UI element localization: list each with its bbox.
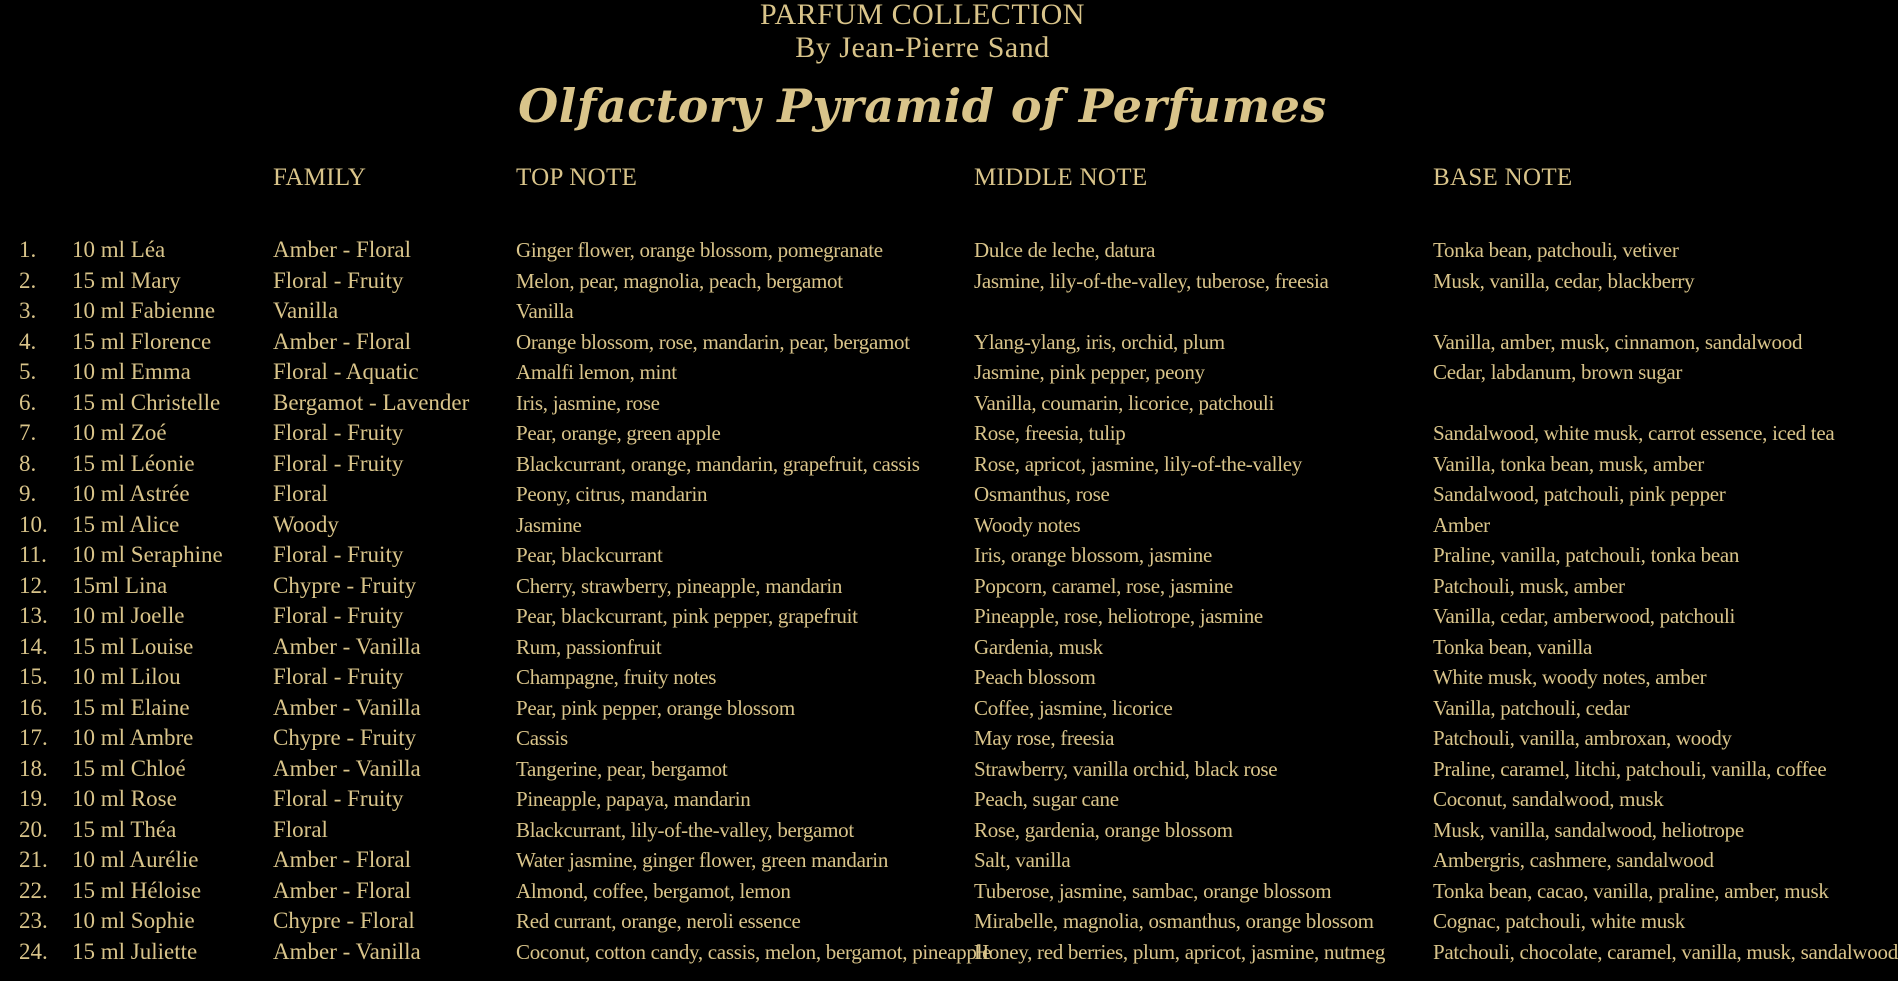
- middle-note-cell: Popcorn, caramel, rose, jasmine: [974, 573, 1233, 598]
- perfume-name: 15 ml Léonie: [72, 450, 195, 476]
- middle-note-cell: Salt, vanilla: [974, 848, 1071, 872]
- column-header-middle-note: MIDDLE NOTE: [974, 164, 1148, 191]
- perfume-name: 15 ml Christelle: [72, 389, 221, 415]
- middle-note-cell: Jasmine, lily-of-the-valley, tuberose, freesia: [974, 268, 1329, 293]
- perfume-table: [0, 235, 1898, 967]
- table-row: [0, 449, 1845, 480]
- middle-note-cell: Ylang-ylang, iris, orchid, plum: [974, 329, 1225, 354]
- perfume-name: 10 ml Fabienne: [72, 298, 216, 323]
- family-cell: Amber - Vanilla: [273, 633, 421, 659]
- row-number: 3.: [19, 298, 37, 323]
- top-note-cell: Melon, pear, magnolia, peach, bergamot: [516, 268, 843, 293]
- base-note-cell: Tonka bean, cacao, vanilla, praline, amber, musk: [1433, 878, 1829, 903]
- perfume-name: 15 ml Alice: [72, 511, 180, 537]
- table-row: [0, 266, 1845, 297]
- top-note-cell: Vanilla: [516, 299, 574, 323]
- table-row: [0, 357, 1845, 388]
- row-number: 15.: [19, 664, 48, 689]
- base-note-cell: Sandalwood, patchouli, pink pepper: [1433, 482, 1726, 506]
- table-row: [0, 327, 1845, 358]
- base-note-cell: Tonka bean, vanilla: [1433, 634, 1593, 659]
- table-row: [0, 845, 1845, 876]
- base-note-cell: Vanilla, patchouli, cedar: [1433, 695, 1630, 720]
- base-note-cell: Patchouli, vanilla, ambroxan, woody: [1433, 726, 1732, 750]
- top-note-cell: Pear, pink pepper, orange blossom: [516, 695, 795, 720]
- perfume-name: 10 ml Rose: [72, 786, 177, 811]
- base-note-cell: Ambergris, cashmere, sandalwood: [1433, 848, 1714, 872]
- table-row: [0, 632, 1845, 663]
- table-row: [0, 479, 1845, 510]
- table-row: [0, 540, 1845, 571]
- table-row: [0, 510, 1845, 541]
- family-cell: Floral - Fruity: [273, 450, 404, 476]
- perfume-name: 15 ml Florence: [72, 328, 212, 354]
- base-note-cell: Vanilla, amber, musk, cinnamon, sandalwood: [1433, 329, 1803, 354]
- table-row: [0, 876, 1845, 907]
- family-cell: Amber - Floral: [273, 237, 411, 262]
- row-number: 16.: [19, 694, 48, 720]
- row-number: 10.: [19, 511, 48, 537]
- top-note-cell: Champagne, fruity notes: [516, 665, 717, 689]
- base-note-cell: White musk, woody notes, amber: [1433, 665, 1707, 689]
- top-note-cell: Almond, coffee, bergamot, lemon: [516, 878, 791, 903]
- middle-note-cell: Osmanthus, rose: [974, 482, 1110, 506]
- middle-note-cell: Rose, apricot, jasmine, lily-of-the-valley: [974, 451, 1302, 476]
- page-subtitle: Olfactory Pyramid of Perfumes: [518, 79, 1327, 133]
- row-number: 19.: [19, 786, 48, 811]
- family-cell: Amber - Vanilla: [273, 755, 421, 781]
- top-note-cell: Pear, orange, green apple: [516, 421, 721, 445]
- family-cell: Floral - Fruity: [273, 603, 404, 628]
- middle-note-cell: Woody notes: [974, 512, 1081, 537]
- base-note-cell: Tonka bean, patchouli, vetiver: [1433, 238, 1679, 262]
- family-cell: Amber - Floral: [273, 847, 411, 872]
- top-note-cell: Amalfi lemon, mint: [516, 360, 677, 384]
- middle-note-cell: Vanilla, coumarin, licorice, patchouli: [974, 390, 1274, 415]
- perfume-name: 15 ml Juliette: [72, 938, 198, 964]
- base-note-cell: Praline, vanilla, patchouli, tonka bean: [1433, 543, 1740, 567]
- middle-note-cell: May rose, freesia: [974, 726, 1115, 750]
- top-note-cell: Orange blossom, rose, mandarin, pear, bergamot: [516, 329, 910, 354]
- top-note-cell: Pear, blackcurrant, pink pepper, grapefruit: [516, 604, 858, 628]
- row-number: 5.: [19, 359, 37, 384]
- perfume-name: 10 ml Sophie: [72, 908, 195, 933]
- top-note-cell: Cherry, strawberry, pineapple, mandarin: [516, 573, 843, 598]
- top-note-cell: Water jasmine, ginger flower, green mandarin: [516, 848, 889, 872]
- row-number: 21.: [19, 847, 48, 872]
- top-note-cell: Iris, jasmine, rose: [516, 390, 660, 415]
- middle-note-cell: Peach, sugar cane: [974, 787, 1119, 811]
- middle-note-cell: Honey, red berries, plum, apricot, jasmine, nutmeg: [974, 939, 1386, 964]
- top-note-cell: Ginger flower, orange blossom, pomegranate: [516, 238, 883, 262]
- family-cell: Chypre - Fruity: [273, 572, 417, 598]
- base-note-cell: Patchouli, chocolate, caramel, vanilla, musk, sandalwood: [1433, 939, 1898, 964]
- base-note-cell: Praline, caramel, litchi, patchouli, vanilla, coffee: [1433, 756, 1827, 781]
- middle-note-cell: Pineapple, rose, heliotrope, jasmine: [974, 604, 1263, 628]
- family-cell: Chypre - Fruity: [273, 725, 417, 750]
- row-number: 7.: [19, 420, 37, 445]
- base-note-cell: Sandalwood, white musk, carrot essence, iced tea: [1433, 421, 1835, 445]
- family-cell: Amber - Floral: [273, 328, 411, 354]
- row-number: 13.: [19, 603, 48, 628]
- table-row: [0, 601, 1845, 632]
- middle-note-cell: Mirabelle, magnolia, osmanthus, orange blossom: [974, 909, 1374, 933]
- column-header-family: FAMILY: [273, 164, 367, 191]
- row-number: 8.: [19, 450, 37, 476]
- family-cell: Vanilla: [273, 298, 339, 323]
- table-row: [0, 754, 1845, 785]
- perfume-name: 10 ml Emma: [72, 359, 191, 384]
- top-note-cell: Blackcurrant, lily-of-the-valley, bergamot: [516, 817, 854, 842]
- perfume-name: 10 ml Astrée: [72, 481, 190, 506]
- base-note-cell: Patchouli, musk, amber: [1433, 573, 1625, 598]
- middle-note-cell: Strawberry, vanilla orchid, black rose: [974, 756, 1278, 781]
- row-number: 6.: [19, 389, 37, 415]
- perfume-name: 15 ml Louise: [72, 633, 194, 659]
- table-row: [0, 693, 1845, 724]
- middle-note-cell: Dulce de leche, datura: [974, 238, 1156, 262]
- table-row: [0, 418, 1845, 449]
- author-line: By Jean-Pierre Sand: [795, 31, 1050, 64]
- perfume-name: 10 ml Lilou: [72, 664, 181, 689]
- collection-title: PARFUM COLLECTION: [760, 0, 1085, 31]
- table-row: [0, 906, 1845, 937]
- middle-note-cell: Iris, orange blossom, jasmine: [974, 543, 1213, 567]
- base-note-cell: Musk, vanilla, sandalwood, heliotrope: [1433, 817, 1744, 842]
- top-note-cell: Coconut, cotton candy, cassis, melon, bergamot, pineapple: [516, 939, 992, 964]
- perfume-name: 15 ml Mary: [72, 267, 181, 293]
- table-row: [0, 571, 1845, 602]
- top-note-cell: Rum, passionfruit: [516, 634, 662, 659]
- family-cell: Floral - Fruity: [273, 786, 404, 811]
- base-note-cell: Vanilla, tonka bean, musk, amber: [1433, 451, 1704, 476]
- perfume-name: 15 ml Chloé: [72, 755, 186, 781]
- row-number: 14.: [19, 633, 48, 659]
- row-number: 24.: [19, 938, 48, 964]
- family-cell: Floral: [273, 816, 328, 842]
- row-number: 4.: [19, 328, 37, 354]
- row-number: 11.: [19, 542, 47, 567]
- row-number: 1.: [19, 237, 37, 262]
- table-row: [0, 815, 1845, 846]
- top-note-cell: Red currant, orange, neroli essence: [516, 909, 801, 933]
- perfume-name: 10 ml Aurélie: [72, 847, 199, 872]
- base-note-cell: Vanilla, cedar, amberwood, patchouli: [1433, 604, 1736, 628]
- table-row: [0, 662, 1845, 693]
- row-number: 9.: [19, 481, 37, 506]
- perfume-name: 15 ml Héloise: [72, 877, 202, 903]
- column-header-top-note: TOP NOTE: [516, 164, 638, 191]
- top-note-cell: Tangerine, pear, bergamot: [516, 756, 728, 781]
- table-row: [0, 937, 1898, 968]
- family-cell: Woody: [273, 511, 339, 537]
- top-note-cell: Blackcurrant, orange, mandarin, grapefruit, cassis: [516, 451, 920, 476]
- base-note-cell: Coconut, sandalwood, musk: [1433, 787, 1664, 811]
- middle-note-cell: Rose, gardenia, orange blossom: [974, 817, 1233, 842]
- table-row: [0, 723, 1845, 754]
- perfume-name: 15 ml Elaine: [72, 694, 190, 720]
- perfume-name: 10 ml Zoé: [72, 420, 167, 445]
- middle-note-cell: Coffee, jasmine, licorice: [974, 695, 1173, 720]
- table-row: [0, 235, 1845, 266]
- row-number: 18.: [19, 755, 48, 781]
- base-note-cell: Cognac, patchouli, white musk: [1433, 909, 1686, 933]
- top-note-cell: Jasmine: [516, 512, 582, 537]
- family-cell: Amber - Vanilla: [273, 938, 421, 964]
- perfume-name: 10 ml Joelle: [72, 603, 185, 628]
- perfume-name: 10 ml Seraphine: [72, 542, 223, 567]
- row-number: 20.: [19, 816, 48, 842]
- middle-note-cell: Gardenia, musk: [974, 634, 1103, 659]
- perfume-name: 10 ml Léa: [72, 237, 166, 262]
- family-cell: Floral - Fruity: [273, 664, 404, 689]
- middle-note-cell: Rose, freesia, tulip: [974, 421, 1126, 445]
- family-cell: Floral - Aquatic: [273, 359, 419, 384]
- row-number: 17.: [19, 725, 48, 750]
- family-cell: Floral - Fruity: [273, 542, 404, 567]
- row-number: 2.: [19, 267, 37, 293]
- table-row: [0, 296, 1845, 327]
- family-cell: Bergamot - Lavender: [273, 389, 470, 415]
- top-note-cell: Cassis: [516, 726, 568, 750]
- family-cell: Chypre - Floral: [273, 908, 415, 933]
- row-number: 12.: [19, 572, 48, 598]
- middle-note-cell: Jasmine, pink pepper, peony: [974, 360, 1205, 384]
- perfume-name: 15ml Lina: [72, 572, 168, 598]
- family-cell: Amber - Floral: [273, 877, 411, 903]
- top-note-cell: Pear, blackcurrant: [516, 543, 663, 567]
- family-cell: Amber - Vanilla: [273, 694, 421, 720]
- base-note-cell: Musk, vanilla, cedar, blackberry: [1433, 268, 1695, 293]
- top-note-cell: Peony, citrus, mandarin: [516, 482, 708, 506]
- table-row: [0, 784, 1845, 815]
- middle-note-cell: Tuberose, jasmine, sambac, orange blossom: [974, 878, 1332, 903]
- family-cell: Floral - Fruity: [273, 420, 404, 445]
- column-header-base-note: BASE NOTE: [1433, 164, 1573, 191]
- family-cell: Floral: [273, 481, 328, 506]
- perfume-name: 15 ml Théa: [72, 816, 177, 842]
- top-note-cell: Pineapple, papaya, mandarin: [516, 787, 751, 811]
- base-note-cell: Amber: [1433, 512, 1490, 537]
- perfume-name: 10 ml Ambre: [72, 725, 194, 750]
- base-note-cell: Cedar, labdanum, brown sugar: [1433, 360, 1683, 384]
- row-number: 22.: [19, 877, 48, 903]
- middle-note-cell: Peach blossom: [974, 665, 1096, 689]
- family-cell: Floral - Fruity: [273, 267, 404, 293]
- row-number: 23.: [19, 908, 48, 933]
- table-row: [0, 388, 1845, 419]
